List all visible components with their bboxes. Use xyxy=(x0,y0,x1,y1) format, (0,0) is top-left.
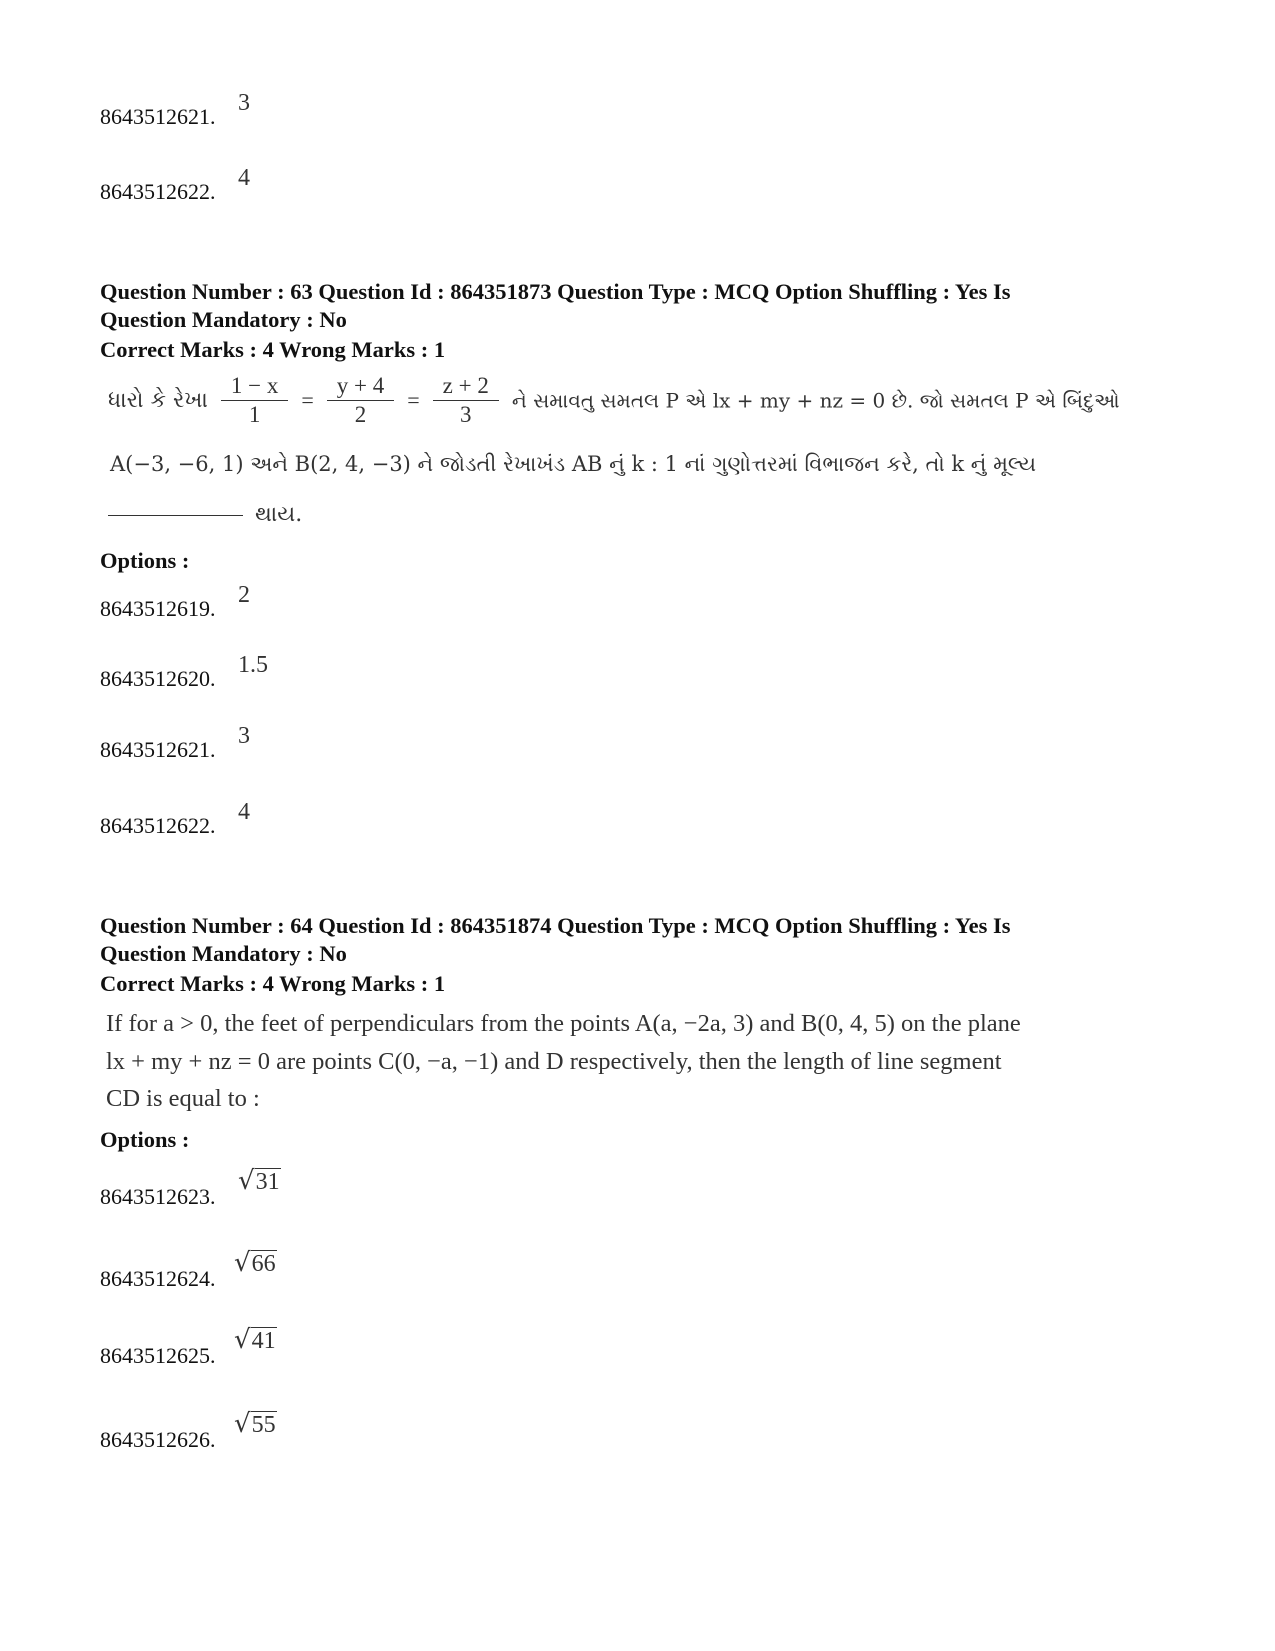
radical-sign: √ xyxy=(238,1166,255,1196)
option-row xyxy=(100,582,250,622)
answer-blank xyxy=(108,514,243,516)
option-id: 8643512625. xyxy=(100,1343,216,1368)
option-value: 2 xyxy=(238,582,250,608)
question-64-text-line1: If for a > 0, the feet of perpendiculars from the points A(a, −2a, 3) and B(0, 4, 5) on the plane xyxy=(106,1010,1021,1037)
fraction-3 xyxy=(433,372,499,429)
option-id: 8643512623. xyxy=(100,1184,216,1209)
option-value: 1.5 xyxy=(238,652,268,678)
radical-sign: √ xyxy=(234,1409,251,1439)
square-root xyxy=(238,1166,281,1196)
fraction-numerator: 1 − x xyxy=(221,372,288,401)
equals-sign: = xyxy=(301,387,314,413)
option-row xyxy=(100,799,250,839)
square-root xyxy=(234,1409,277,1439)
question-63-text-line3 xyxy=(108,502,302,527)
option-value: 4 xyxy=(238,799,250,825)
option-value: 3 xyxy=(238,723,250,749)
option-row xyxy=(100,652,268,692)
option-id: 8643512621. xyxy=(100,737,216,762)
fraction-1 xyxy=(221,372,288,429)
option-value xyxy=(234,1248,277,1278)
radicand: 66 xyxy=(251,1251,276,1277)
option-id: 8643512626. xyxy=(100,1427,216,1452)
question-header-line: Question Mandatory : No xyxy=(100,307,347,332)
question-header-line: Question Number : 63 Question Id : 864351873 Question Type : MCQ Option Shuffling : Yes Is xyxy=(100,279,1011,304)
question-64-header xyxy=(100,912,1011,968)
fraction-2 xyxy=(327,372,394,429)
square-root xyxy=(234,1248,277,1278)
fraction-denominator: 3 xyxy=(460,402,472,427)
question-63-text-line1 xyxy=(108,372,1120,429)
option-id: 8643512624. xyxy=(100,1266,216,1291)
option-id: 8643512622. xyxy=(100,179,216,204)
question-header-line: Question Number : 64 Question Id : 864351874 Question Type : MCQ Option Shuffling : Yes Is xyxy=(100,913,1011,938)
option-value xyxy=(234,1325,277,1355)
radicand: 41 xyxy=(251,1328,276,1354)
fraction-denominator: 2 xyxy=(354,402,367,427)
option-id: 8643512620. xyxy=(100,666,216,691)
option-row xyxy=(100,1409,276,1453)
question-64-text-line2: lx + my + nz = 0 are points C(0, −a, −1) and D respectively, then the length of line segment xyxy=(106,1048,1002,1075)
options-label: Options : xyxy=(100,1127,190,1152)
question-64-text-line3: CD is equal to : xyxy=(106,1085,260,1112)
question-63-text-line2: A(−3, −6, 1) અને B(2, 4, −3) ને જોડતી રેખાખંડ AB નું k : 1 નાં ગુણોત્તરમાં વિભાજન કરે, તો k નું મૂલ્ય xyxy=(110,452,1037,476)
text-suffix: ને સમાવતુ સમતલ P એ lx + my + nz = 0 છે. જો સમતલ P એ બિંદુઓ xyxy=(511,388,1120,413)
options-label: Options : xyxy=(100,548,190,573)
question-64-marks: Correct Marks : 4 Wrong Marks : 1 xyxy=(100,971,446,996)
question-63-marks: Correct Marks : 4 Wrong Marks : 1 xyxy=(100,337,446,362)
option-row xyxy=(100,1248,276,1292)
option-value xyxy=(234,1409,277,1439)
option-value: 3 xyxy=(238,90,250,116)
option-row xyxy=(100,723,250,763)
fraction-denominator: 1 xyxy=(248,402,261,427)
option-id: 8643512621. xyxy=(100,104,216,129)
square-root xyxy=(234,1325,277,1355)
option-id: 8643512619. xyxy=(100,596,216,621)
radical-sign: √ xyxy=(234,1325,251,1355)
question-header-line: Question Mandatory : No xyxy=(100,941,347,966)
radicand: 55 xyxy=(251,1412,276,1438)
option-row xyxy=(100,90,250,130)
fraction-numerator: y + 4 xyxy=(327,372,394,401)
option-value xyxy=(238,1166,281,1196)
text-prefix: ધારો કે રેખા xyxy=(108,388,208,413)
fraction-numerator: z + 2 xyxy=(433,372,499,401)
option-row xyxy=(100,165,250,205)
option-row xyxy=(100,1325,276,1369)
option-value: 4 xyxy=(238,165,250,191)
option-id: 8643512622. xyxy=(100,813,216,838)
option-row xyxy=(100,1166,280,1210)
radicand: 31 xyxy=(255,1169,280,1195)
radical-sign: √ xyxy=(234,1248,251,1278)
text-end: થાય. xyxy=(255,502,303,527)
question-63-header xyxy=(100,278,1011,334)
equals-sign: = xyxy=(407,387,420,413)
